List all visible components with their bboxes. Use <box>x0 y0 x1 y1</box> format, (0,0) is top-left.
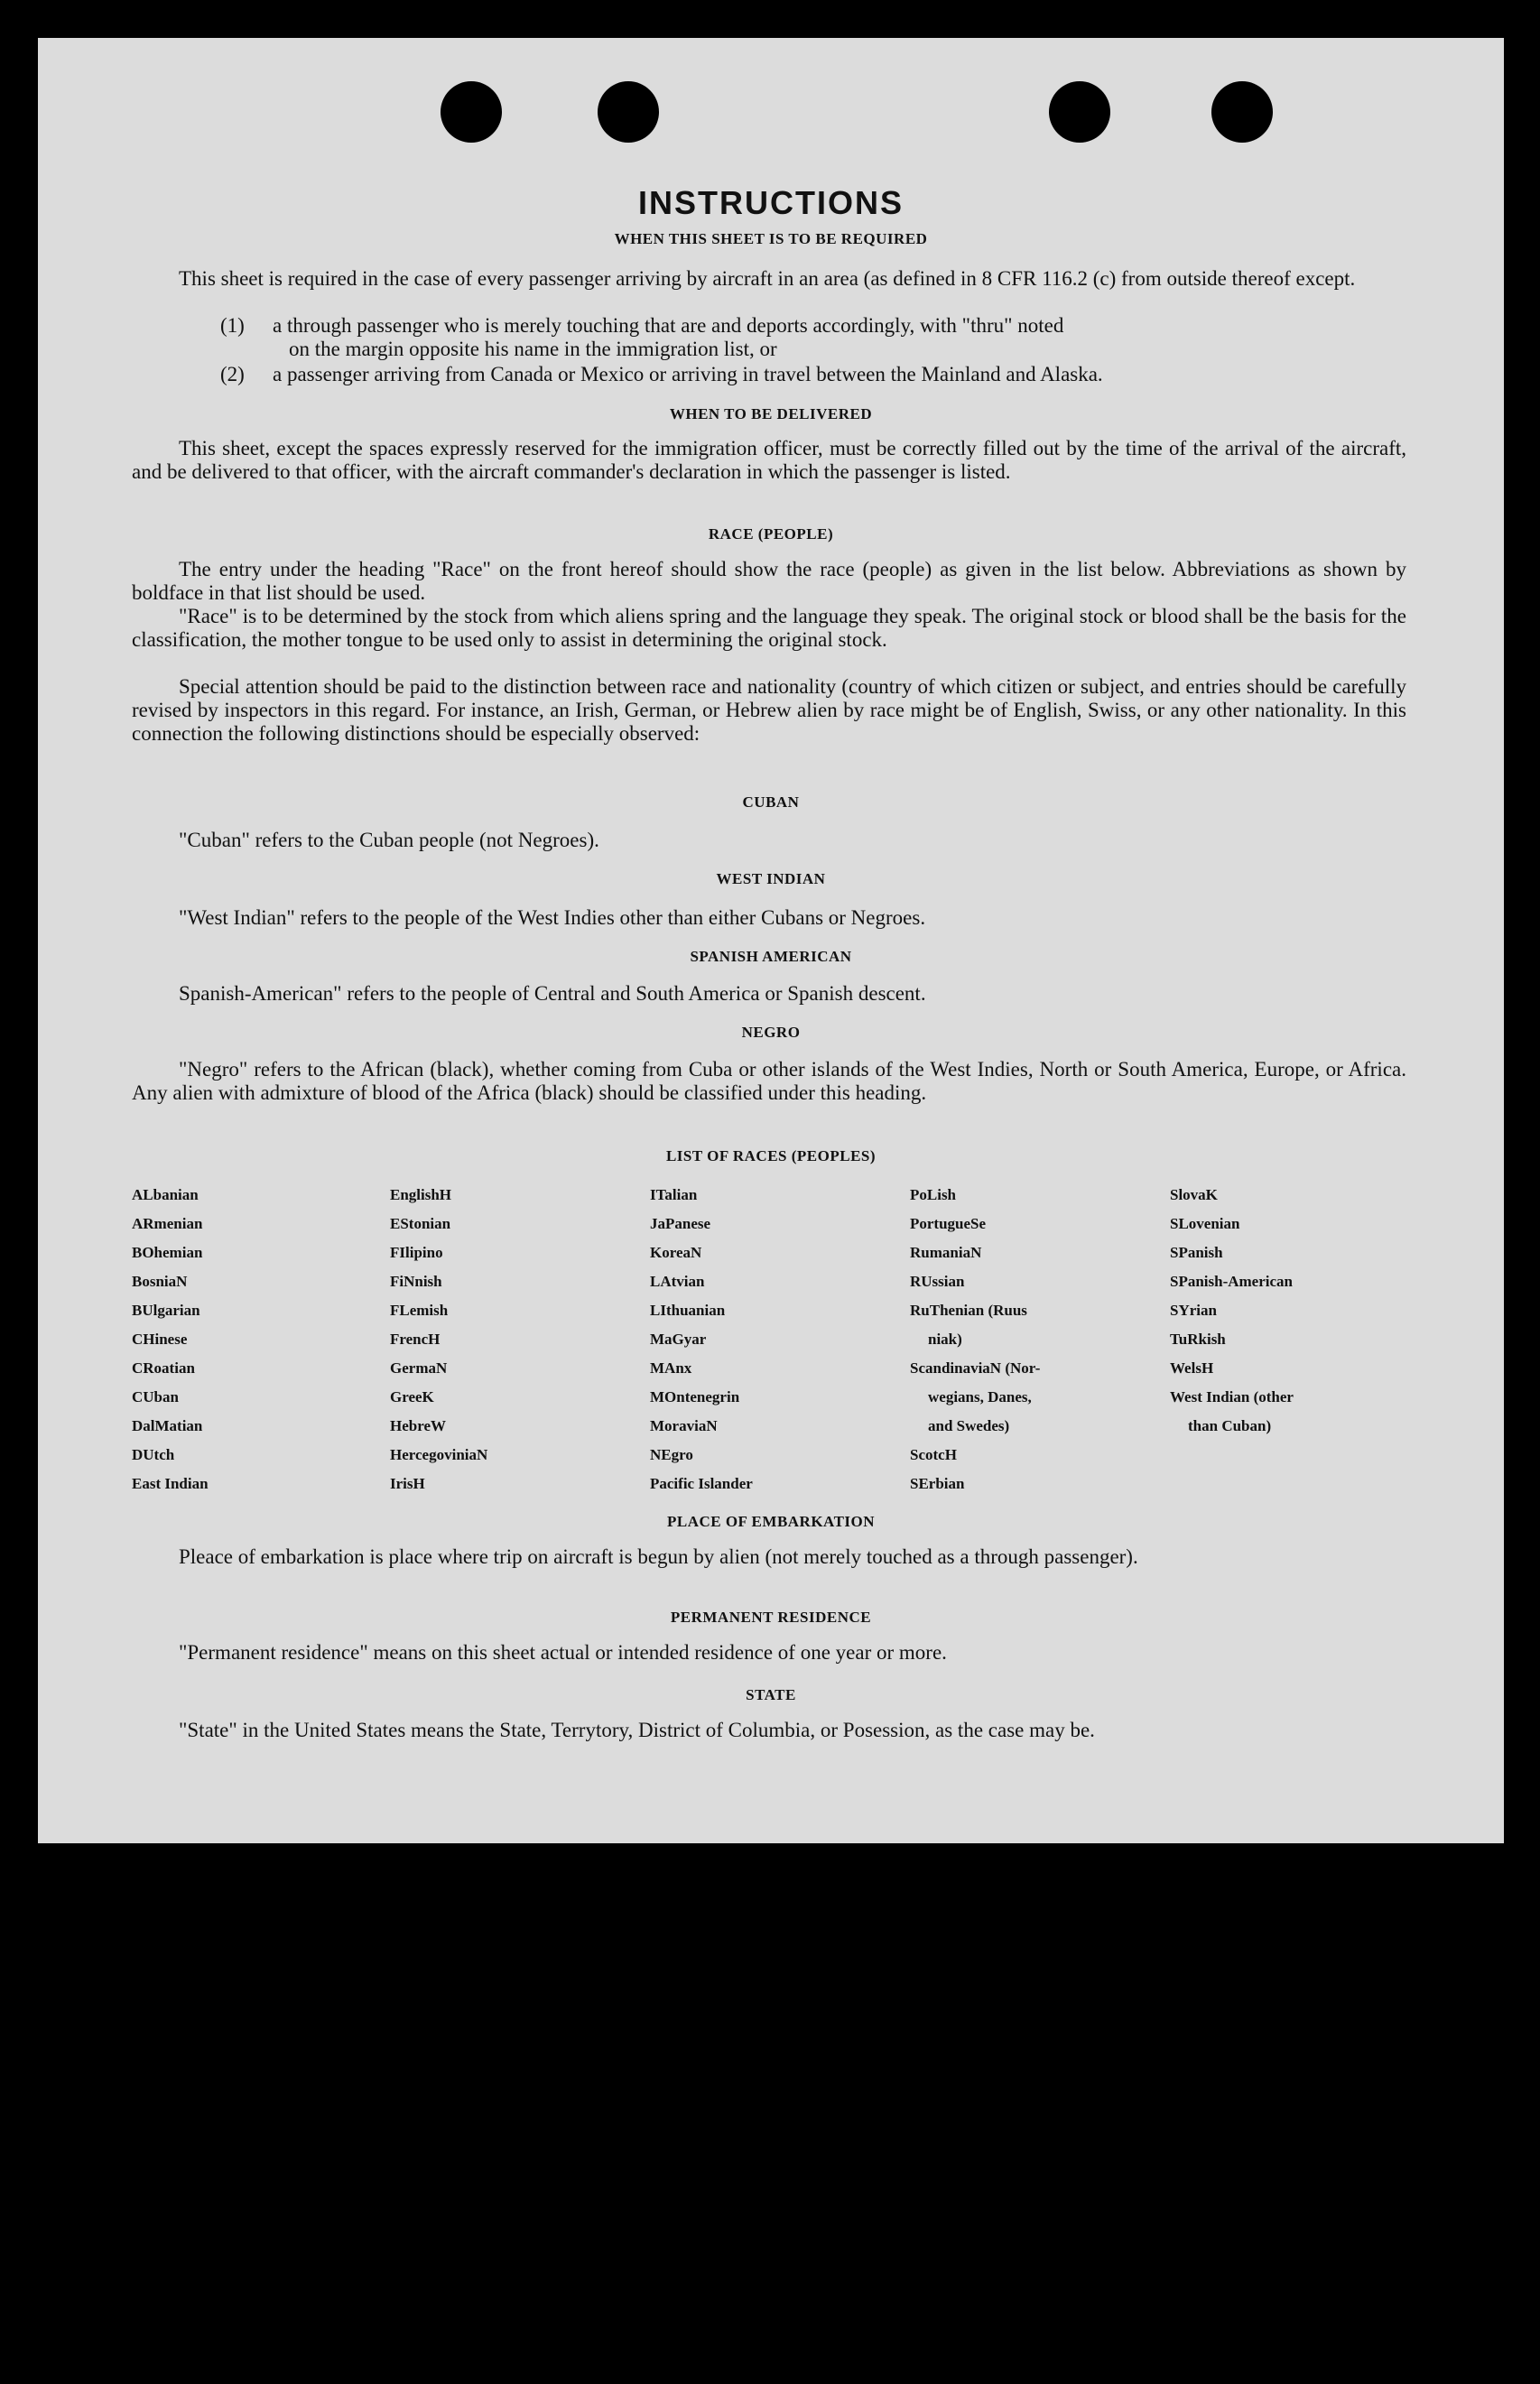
race-list-item: SYrian <box>1170 1302 1217 1319</box>
item-1-line1: a through passenger who is merely touching that are and deports accordingly, with "thru" noted <box>273 314 1064 337</box>
race-list-item: ScotcH <box>910 1446 957 1463</box>
heading-when-delivered: WHEN TO BE DELIVERED <box>669 405 873 422</box>
race-paragraph-3: Special attention should be paid to the distinction between race and nationality (country of which citizen or subject, and entries should be carefully revised by inspectors in this regard. For instance, an Irish, German, or Hebrew alien by race might be of English, Swiss, or any other nationality. In this connection the following distinctions should be especially observed: <box>132 675 1406 745</box>
race-list-item: GermaN <box>390 1359 448 1377</box>
race-paragraph-2: "Race" is to be determined by the stock from which aliens spring and the language they speak. The original stock or blood shall be the basis for the classification, the mother tongue to be used only to assist in determining the original stock. <box>132 605 1406 651</box>
race-list-item: SLovenian <box>1170 1215 1240 1232</box>
race-list-item: than Cuban) <box>1188 1417 1272 1434</box>
race-list-item: WelsH <box>1170 1359 1214 1377</box>
race-list-item: TuRkish <box>1170 1331 1226 1348</box>
document-page <box>38 38 1504 1843</box>
race-list-item: KoreaN <box>650 1244 702 1261</box>
race-list-item: FrencH <box>390 1331 441 1348</box>
race-list-item: FIlipino <box>390 1244 443 1261</box>
when-delivered-text: This sheet, except the spaces expressly reserved for the immigration officer, must be correctly filled out by the time of the arrival of the aircraft, and be delivered to that officer, with the aircraft commander's declaration in which the passenger is listed. <box>132 437 1406 483</box>
race-list-item: PortugueSe <box>910 1215 987 1232</box>
race-list-item: BosniaN <box>132 1273 188 1290</box>
permanent-residence-text: "Permanent residence" means on this sheet actual or intended residence of one year or more. <box>179 1641 947 1664</box>
spanish-american-text: Spanish-American" refers to the people of Central and South America or Spanish descent. <box>179 982 926 1005</box>
race-list-item: EStonian <box>390 1215 451 1232</box>
race-list-item: SErbian <box>910 1475 965 1492</box>
race-list-item: LAtvian <box>650 1273 705 1290</box>
heading-cuban: CUBAN <box>742 793 800 811</box>
negro-text: "Negro" refers to the African (black), whether coming from Cuba or other islands of the West Indies, North or South America, Europe, or Africa. Any alien with admixture of blood of the Africa (black) should be classified under this heading. <box>132 1058 1406 1104</box>
punch-hole <box>1211 81 1273 143</box>
race-list-item: MAnx <box>650 1359 692 1377</box>
race-list-item: FiNnish <box>390 1273 442 1290</box>
page-title: INSTRUCTIONS <box>638 184 904 221</box>
race-list-item: EnglishH <box>390 1186 452 1203</box>
race-list-item: JaPanese <box>650 1215 711 1232</box>
race-list-item: HebreW <box>390 1417 447 1434</box>
race-list-item: SPanish-American <box>1170 1273 1293 1290</box>
heading-state: STATE <box>746 1686 796 1703</box>
race-list-item: and Swedes) <box>928 1417 1010 1434</box>
race-column-4 <box>910 1186 1040 1504</box>
item-2-text: a passenger arriving from Canada or Mexico or arriving in travel between the Mainland and Alaska. <box>273 363 1103 385</box>
cuban-text: "Cuban" refers to the Cuban people (not Negroes). <box>179 829 599 851</box>
race-column-2 <box>390 1186 487 1504</box>
punch-hole <box>598 81 659 143</box>
race-list-item: Pacific Islander <box>650 1475 753 1492</box>
heading-when-required: WHEN THIS SHEET IS TO BE REQUIRED <box>614 230 928 247</box>
heading-race: RACE (PEOPLE) <box>708 525 834 543</box>
race-list-item: BOhemian <box>132 1244 203 1261</box>
race-list-item: DalMatian <box>132 1417 203 1434</box>
race-list-item: HercegoviniaN <box>390 1446 488 1463</box>
race-list-item: DUtch <box>132 1446 175 1463</box>
item-2-number: (2) <box>220 363 245 385</box>
item-1-line2: on the margin opposite his name in the immigration list, or <box>289 338 777 360</box>
race-list-item: ScandinaviaN (Nor- <box>910 1359 1041 1377</box>
state-text: "State" in the United States means the State, Terrytory, District of Columbia, or Posession, as the case may be. <box>179 1719 1095 1741</box>
race-list-item: MOntenegrin <box>650 1388 740 1405</box>
race-list-item: ITalian <box>650 1186 698 1203</box>
race-list-item: CHinese <box>132 1331 188 1348</box>
race-paragraph-1: The entry under the heading "Race" on the front hereof should show the race (people) as given in the list below. Abbreviations as shown by boldface in that list should be used. <box>132 558 1406 604</box>
race-list-item: CUban <box>132 1388 179 1405</box>
race-column-3 <box>650 1186 753 1504</box>
race-list-item: MaGyar <box>650 1331 707 1348</box>
race-list-item: ARmenian <box>132 1215 203 1232</box>
race-list-item: MoraviaN <box>650 1417 718 1434</box>
west-indian-text: "West Indian" refers to the people of the West Indies other than either Cubans or Negroes. <box>179 906 926 929</box>
race-list-item: SPanish <box>1170 1244 1223 1261</box>
race-list-item: CRoatian <box>132 1359 195 1377</box>
punch-hole <box>441 81 502 143</box>
heading-spanish-american: SPANISH AMERICAN <box>690 948 852 965</box>
race-list-item: LIthuanian <box>650 1302 726 1319</box>
race-list-item: West Indian (other <box>1170 1388 1294 1405</box>
race-list-item: RuThenian (Ruus <box>910 1302 1027 1319</box>
item-1-number: (1) <box>220 314 245 337</box>
race-list-item: FLemish <box>390 1302 449 1319</box>
race-list-item: NEgro <box>650 1446 693 1463</box>
race-list-item: GreeK <box>390 1388 434 1405</box>
heading-permanent-residence: PERMANENT RESIDENCE <box>670 1609 872 1626</box>
race-column-1 <box>132 1186 209 1504</box>
race-list-item: wegians, Danes, <box>928 1388 1032 1405</box>
race-list-item: RumaniaN <box>910 1244 982 1261</box>
heading-list-of-races: LIST OF RACES (PEOPLES) <box>665 1147 877 1164</box>
when-required-intro: This sheet is required in the case of every passenger arriving by aircraft in an area (as defined in 8 CFR 116.2 (c) from outside thereof except. <box>179 267 1356 290</box>
race-list-item: BUlgarian <box>132 1302 200 1319</box>
race-list-item: IrisH <box>390 1475 425 1492</box>
race-list-item: SlovaK <box>1170 1186 1218 1203</box>
punch-hole <box>1049 81 1110 143</box>
race-list-item: niak) <box>928 1331 962 1348</box>
race-list-item: ALbanian <box>132 1186 199 1203</box>
heading-west-indian: WEST INDIAN <box>716 870 826 887</box>
race-column-5 <box>1170 1186 1294 1446</box>
race-list-item: PoLish <box>910 1186 957 1203</box>
heading-embarkation: PLACE OF EMBARKATION <box>666 1513 876 1530</box>
race-list-item: East Indian <box>132 1475 209 1492</box>
embarkation-text: Pleace of embarkation is place where trip on aircraft is begun by alien (not merely touched as a through passenger). <box>179 1545 1138 1568</box>
race-list-item: RUssian <box>910 1273 965 1290</box>
heading-negro: NEGRO <box>741 1024 801 1041</box>
